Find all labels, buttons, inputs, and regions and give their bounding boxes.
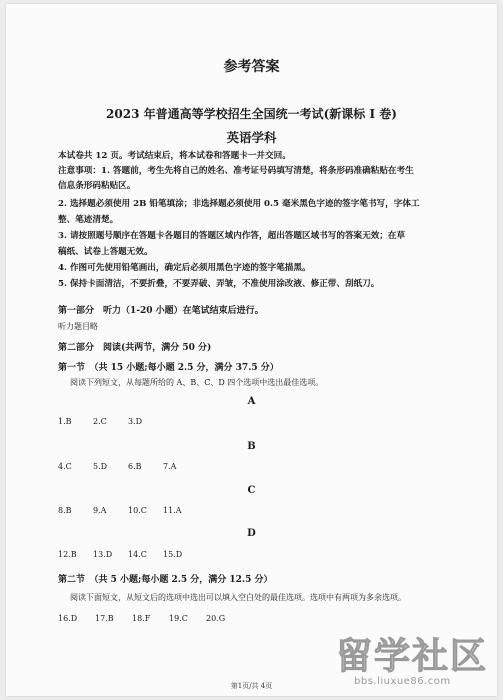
notes-line-2: 注意事项：1. 答题前，考生先将自己的姓名、准考证号码填写清楚，将条形码准确粘贴在考生 <box>58 166 414 176</box>
answer-item: 10.C <box>128 506 147 515</box>
group-c-answers <box>58 506 198 515</box>
page-footer: 第1页/共 4页 <box>230 682 273 690</box>
group-letter-b: B <box>247 441 256 452</box>
answer-item: 11.A <box>163 506 182 515</box>
notes-line-1: 本试卷共 12 页。考试结束后，将本试卷和答题卡一并交回。 <box>58 151 291 161</box>
part1-heading: 第一部分 听力（1-20 小题）在笔试结束后进行。 <box>58 306 264 316</box>
answer-item: 13.D <box>93 550 113 559</box>
group-letter-c: C <box>247 485 256 496</box>
section2-instruction: 阅读下面短文，从短文后的选项中选出可以填入空白处的最佳选项。选项中有两项为多余选项。 <box>70 593 406 602</box>
answer-item: 6.B <box>128 462 142 471</box>
watermark-logo <box>332 628 492 696</box>
notes-line-3: 信息条形码粘贴区。 <box>58 181 136 191</box>
notes-line-5: 整、笔迹清楚。 <box>58 215 119 225</box>
answer-item: 4.C <box>58 462 72 471</box>
section1-instruction: 阅读下列短文，从每题所给的 A、B、C、D 四个选项中选出最佳选项。 <box>70 378 324 387</box>
answer-item: 19.C <box>169 614 188 623</box>
answer-item: 14.C <box>128 550 147 559</box>
notes-line-8: 4. 作图可先使用铅笔画出，确定后必须用黑色字迹的签字笔描黑。 <box>58 263 311 273</box>
watermark-text: 留学社区 <box>336 636 489 677</box>
answer-item: 5.D <box>93 462 108 471</box>
exam-title: 2023 年普通高等学校招生全国统一考试(新课标 I 卷) <box>106 107 397 121</box>
subject-title: 英语学科 <box>226 130 277 145</box>
notes-line-7: 稿纸、试卷上答题无效。 <box>58 247 153 257</box>
answer-item: 18.F <box>132 614 151 623</box>
answer-item: 1.B <box>58 417 72 426</box>
answer-item: 16.D <box>58 614 78 623</box>
answer-item: 2.C <box>93 417 107 426</box>
answer-item: 7.A <box>163 462 177 471</box>
group-letter-d: D <box>247 528 256 539</box>
section1-heading: 第一节 （共 15 小题;每小题 2.5 分，满分 37.5 分） <box>58 363 279 373</box>
answer-item: 8.B <box>58 506 72 515</box>
watermark-url: bbs.liuxue86.com <box>354 676 451 687</box>
document-page <box>6 4 497 696</box>
notes-line-6: 3. 请按照题号顺序在答题卡各题目的答题区域内作答，超出答题区域书写的答案无效；在草 <box>58 231 406 241</box>
group-b-answers <box>58 462 198 471</box>
section2-answers <box>58 614 243 623</box>
part2-heading: 第二部分 阅读(共两节，满分 50 分) <box>58 343 212 353</box>
answer-item: 9.A <box>93 506 107 515</box>
answer-item: 20.G <box>206 614 226 623</box>
notes-line-4: 2. 选择题必须使用 2B 铅笔填涂；非选择题必须使用 0.5 毫米黑色字迹的签字笔书写，字体工 <box>58 199 420 209</box>
group-d-answers <box>58 550 198 559</box>
group-a-answers <box>58 417 163 426</box>
answer-item: 3.D <box>128 417 143 426</box>
page-title: 参考答案 <box>223 59 280 75</box>
answer-item: 12.B <box>58 550 77 559</box>
answer-item: 15.D <box>163 550 183 559</box>
group-letter-a: A <box>247 396 256 407</box>
part1-note: 听力题目略 <box>58 322 98 331</box>
notes-line-9: 5. 保持卡面清洁，不要折叠，不要弄破、弄皱，不准使用涂改液、修正带、刮纸刀。 <box>58 279 380 289</box>
section2-heading: 第二节 （共 5 小题;每小题 2.5 分，满分 12.5 分） <box>58 575 273 585</box>
answer-item: 17.B <box>95 614 114 623</box>
